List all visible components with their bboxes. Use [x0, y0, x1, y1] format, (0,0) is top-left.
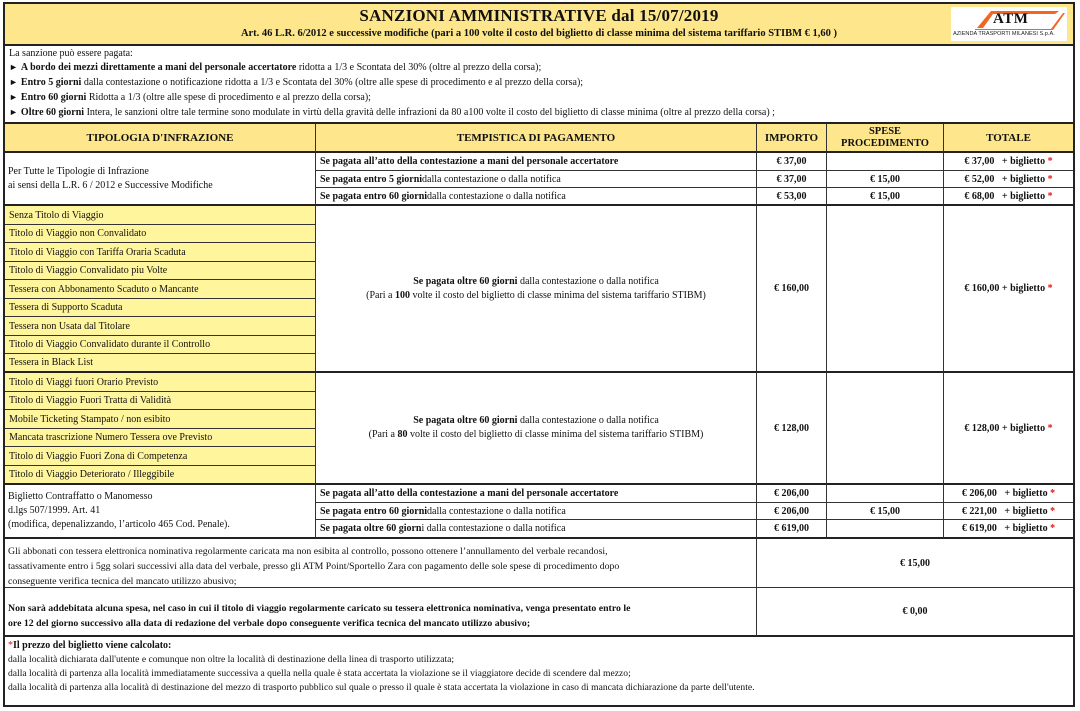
infraction-item: Senza Titolo di Viaggio: [5, 206, 316, 225]
footer-line: dalla località di partenza alla località immediatamente successiva a quella nella quale è stata accertata la violazione se il viaggiatore decide di scendere dal mezzo;: [8, 668, 631, 679]
timing-cell: [316, 520, 757, 539]
total-value: € 619,00: [961, 523, 997, 534]
arrow-right-icon: ►: [9, 107, 18, 117]
timing-text: dalla contestazione o dalla notifica: [422, 173, 561, 185]
intro-section: [5, 46, 1073, 124]
timing-note: [369, 428, 704, 442]
intro-item: [9, 105, 775, 120]
intro-lead: La sanzione può essere pagata:: [9, 48, 133, 59]
amount-cell: € 619,00: [757, 520, 827, 539]
total-value: € 206,00: [961, 488, 997, 499]
note-no-charge: [5, 588, 757, 637]
footer-ticket-price: [5, 637, 1073, 707]
asterisk-icon: *: [1047, 422, 1053, 434]
amount-cell: € 53,00: [757, 188, 827, 206]
infraction-item: Titolo di Viaggio Fuori Tratta di Validità: [5, 392, 316, 410]
atm-company-name: AZIENDA TRASPORTI MILANESI S.p.A.: [953, 31, 1055, 37]
timing-bold: Se pagata entro 60 giorni: [320, 190, 428, 202]
timing-line: [413, 275, 659, 289]
amount-cell: € 128,00: [757, 373, 827, 485]
total-cell: [944, 206, 1073, 373]
note-line: ore 12 del giorno successivo alla data di redazione del verbale dopo conseguente verifica tecnica del mancato utilizzo abusivo;: [8, 618, 531, 629]
timing-text: dalla contestazione o dalla notifica: [427, 190, 566, 202]
infraction-item: Mancata trascrizione Numero Tessera ove Previsto: [5, 429, 316, 447]
asterisk-icon: *: [8, 640, 13, 651]
note-line: Gli abbonati con tessera elettronica nominativa regolarmente caricata ma non esibita al controllo, possono ottenere l’annullamento del verbale recandosi,: [8, 546, 608, 557]
infraction-item: Titolo di Viaggio non Convalidato: [5, 225, 316, 243]
total-cell: [944, 153, 1073, 171]
total-cell: [944, 373, 1073, 485]
infraction-all-types: [5, 153, 316, 206]
asterisk-icon: *: [1047, 283, 1053, 294]
fees-cell: [827, 373, 944, 485]
asterisk-icon: *: [1047, 190, 1053, 202]
timing-text: i dalla contestazione o dalla notifica: [421, 523, 566, 534]
asterisk-icon: *: [1047, 156, 1053, 167]
total-value: € 52,00: [964, 173, 995, 185]
intro-item: [9, 60, 541, 75]
note-text: (Pari a: [368, 429, 398, 440]
arrow-right-icon: ►: [9, 77, 18, 87]
total-value: € 160,00 + biglietto: [964, 283, 1046, 294]
atm-logo-text: ATM: [993, 11, 1029, 27]
column-header-fees-line2: PROCEDIMENTO: [841, 137, 929, 149]
ticket-suffix: + biglietto: [1001, 173, 1046, 185]
infraction-item: Tessera in Black List: [5, 354, 316, 373]
timing-cell: [316, 188, 757, 206]
asterisk-icon: *: [1050, 523, 1056, 534]
timing-text: dalla contestazione o dalla notifica: [427, 505, 566, 517]
infraction-item: Mobile Ticketing Stampato / non esibito: [5, 410, 316, 429]
title-bar: [5, 4, 1073, 46]
page-subtitle: Art. 46 L.R. 6/2012 e successive modifiche (pari a 100 volte il costo del biglietto di classe minima del sistema tariffario STIBM € 1,60 ): [240, 28, 838, 39]
infraction-label: (modifica, depenalizzando, l’articolo 465 Cod. Penale).: [8, 519, 230, 530]
note-subscriber-card: [5, 539, 757, 588]
total-cell: [944, 188, 1073, 206]
total-cell: [944, 485, 1073, 503]
footer-heading: [8, 639, 171, 653]
ticket-suffix: + biglietto: [1004, 488, 1048, 499]
infraction-item: Titolo di Viaggio Convalidato durante il Controllo: [5, 336, 316, 354]
fees-cell: € 15,00: [827, 503, 944, 520]
infraction-item: Tessera di Supporto Scaduta: [5, 299, 316, 317]
intro-item: [9, 75, 583, 90]
timing-note: [366, 289, 706, 303]
column-header-timing: TEMPISTICA DI PAGAMENTO: [316, 124, 757, 153]
intro-item-bold: Oltre 60 giorni: [20, 107, 85, 118]
infraction-item: Titolo di Viaggio Fuori Zona di Competenza: [5, 447, 316, 466]
infraction-label: d.lgs 507/1999. Art. 41: [8, 505, 101, 516]
timing-bold: Se pagata entro 5 giorni: [320, 173, 423, 185]
timing-cell: [316, 206, 757, 373]
note-text: (Pari a: [366, 289, 395, 301]
fees-cell: [827, 520, 944, 539]
atm-logo: [951, 7, 1067, 41]
timing-cell: [316, 485, 757, 503]
fees-cell: [827, 206, 944, 373]
ticket-suffix: + biglietto: [1004, 505, 1048, 517]
timing-bold: Se pagata all’atto della contestazione a mani del personale accertatore: [320, 156, 619, 167]
timing-bold: Se pagata all’atto della contestazione a mani del personale accertatore: [320, 488, 619, 499]
ticket-suffix: + biglietto: [1004, 523, 1048, 534]
intro-item-bold: Entro 5 giorni: [20, 77, 82, 88]
column-header-amount: IMPORTO: [757, 124, 827, 153]
note-amount: € 15,00: [757, 539, 1073, 588]
total-value: € 221,00: [961, 505, 997, 517]
intro-item-bold: A bordo dei mezzi direttamente a mani del personale accertatore: [20, 62, 297, 73]
infraction-item: Titolo di Viaggi fuori Orario Previsto: [5, 373, 316, 392]
arrow-right-icon: ►: [9, 92, 18, 102]
ticket-suffix: + biglietto: [1001, 156, 1046, 167]
fees-cell: € 15,00: [827, 171, 944, 188]
infraction-item: Titolo di Viaggio Convalidato piu Volte: [5, 262, 316, 280]
column-header-fees-line1: SPESE: [868, 125, 902, 137]
timing-cell: [316, 373, 757, 485]
infraction-item: Tessera non Usata dal Titolare: [5, 317, 316, 336]
timing-bold: Se pagata oltre 60 giorni: [413, 415, 518, 426]
total-value: € 68,00: [964, 190, 995, 202]
intro-item-text: Ridotta a 1/3 (oltre alle spese di procedimento e al prezzo della corsa);: [86, 92, 371, 103]
footer-line: dalla località dichiarata dall'utente e comunque non oltre la località di destinazione della linea di trasporto utilizzata;: [8, 654, 455, 665]
column-header-infraction: TIPOLOGIA D'INFRAZIONE: [5, 124, 316, 153]
note-line: conseguente verifica tecnica del mancato utilizzo abusivo;: [8, 576, 237, 587]
infraction-label: ai sensi della L.R. 6 / 2012 e Successive Modifiche: [8, 179, 213, 191]
amount-cell: € 206,00: [757, 485, 827, 503]
amount-cell: € 37,00: [757, 171, 827, 188]
arrow-right-icon: ►: [9, 62, 18, 72]
note-multiplier: 100: [395, 289, 410, 301]
timing-cell: [316, 503, 757, 520]
note-text: volte il costo del biglietto di classe minima del sistema tariffario STIBM): [407, 429, 704, 440]
fees-cell: € 15,00: [827, 188, 944, 206]
fees-cell: [827, 485, 944, 503]
timing-bold: Se pagata oltre 60 giorn: [320, 523, 422, 534]
amount-cell: € 160,00: [757, 206, 827, 373]
note-multiplier: 80: [397, 429, 408, 440]
intro-item: [9, 90, 371, 105]
ticket-suffix: + biglietto: [1001, 190, 1046, 202]
note-line: Non sarà addebitata alcuna spesa, nel caso in cui il titolo di viaggio regolarmente caricato su tessera elettronica nominativa, venga presentato entro le: [8, 603, 631, 614]
timing-text: dalla contestazione o dalla notifica: [517, 415, 659, 426]
amount-cell: € 37,00: [757, 153, 827, 171]
timing-cell: [316, 153, 757, 171]
timing-cell: [316, 171, 757, 188]
asterisk-icon: *: [1050, 505, 1056, 517]
asterisk-icon: *: [1047, 173, 1053, 185]
column-header-fees: [827, 124, 944, 153]
intro-item-text: ridotta a 1/3 e Scontata del 30% (oltre al prezzo della corsa);: [296, 62, 542, 73]
amount-cell: € 206,00: [757, 503, 827, 520]
timing-bold: Se pagata oltre 60 giorni: [413, 275, 518, 287]
intro-item-bold: Entro 60 giorni: [20, 92, 87, 103]
asterisk-icon: *: [1050, 488, 1056, 499]
note-amount: € 0,00: [757, 588, 1073, 637]
timing-text: dalla contestazione o dalla notifica: [517, 275, 659, 287]
infraction-item: Titolo di Viaggio Deteriorato / Illeggibile: [5, 466, 316, 485]
timing-line: [413, 414, 659, 428]
infraction-label: Per Tutte le Tipologie di Infrazione: [8, 165, 149, 177]
timing-bold: Se pagata entro 60 giorni: [320, 505, 428, 517]
intro-item-text: dalla contestazione o notificazione ridotta a 1/3 e Scontata del 30% (oltre alle spese di procedimento e al prezzo della corsa);: [81, 77, 584, 88]
sanctions-sheet: [3, 2, 1075, 707]
total-cell: [944, 503, 1073, 520]
column-header-total: TOTALE: [944, 124, 1073, 153]
total-cell: [944, 171, 1073, 188]
footer-line: dalla località di partenza alla località di destinazione del mezzo di trasporto pubblico sul quale o presso il quale è stata accertata la violazione in caso di mancata dichiarazione da parte dell'utente.: [8, 682, 755, 693]
total-value: € 37,00: [964, 156, 995, 167]
note-text: volte il costo del biglietto di classe minima del sistema tariffario STIBM): [410, 289, 706, 301]
total-cell: [944, 520, 1073, 539]
infraction-counterfeit-ticket: [5, 485, 316, 539]
infraction-label: Biglietto Contraffatto o Manomesso: [8, 491, 153, 502]
intro-item-text: Intera, le sanzioni oltre tale termine sono modulate in virtù della gravità delle infrazioni da 80 a100 volte il costo del biglietto di classe minima (oltre al prezzo della corsa) ;: [84, 107, 775, 118]
fees-cell: [827, 153, 944, 171]
infraction-item: Tessera con Abbonamento Scaduto o Mancante: [5, 280, 316, 299]
page-title: SANZIONI AMMINISTRATIVE dal 15/07/2019: [359, 6, 719, 25]
footer-heading-text: Il prezzo del biglietto viene calcolato:: [13, 640, 172, 651]
note-line: tassativamente entro i 5gg solari successivi alla data del verbale, presso gli ATM Point/Sportello Zara con pagamento delle sole spese di procedimento dopo: [8, 561, 620, 572]
total-value: € 128,00 + biglietto: [964, 422, 1046, 434]
infraction-item: Titolo di Viaggio con Tariffa Oraria Scaduta: [5, 243, 316, 262]
